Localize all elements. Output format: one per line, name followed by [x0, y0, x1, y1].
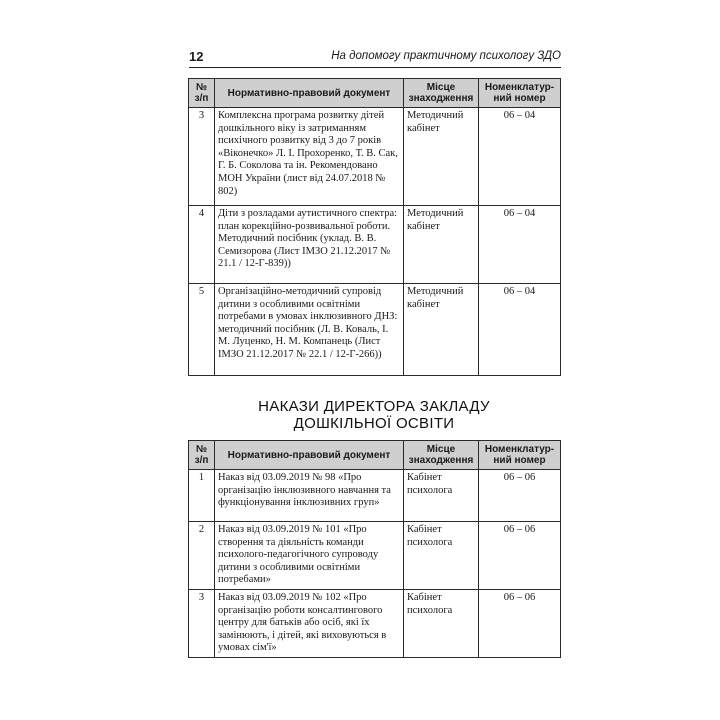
document-location: Кабінет психолога: [404, 470, 479, 522]
table-header-row: [189, 79, 561, 108]
document-title: Комплексна програма розвитку дітей дошкільного віку із затриманням психічного розвитку від 3 до 7 років «Віконечко» Л. І. Прохоренко, Т. В. Сак, Г. Б. Соколова та ін. Рекомендовано МОН України (лист від 24.07.2018 № 802): [215, 108, 404, 206]
nomenclature-number: 06 – 04: [479, 206, 561, 284]
document-location: Методичний кабінет: [404, 108, 479, 206]
running-title: На допомогу практичному психологу ЗДО: [331, 50, 561, 62]
document-location: Методичний кабінет: [404, 206, 479, 284]
nomenclature-number: 06 – 04: [479, 108, 561, 206]
row-number: 4: [189, 206, 215, 284]
table-row: [189, 470, 561, 522]
row-number: 3: [189, 589, 215, 657]
section-heading-line: ДОШКІЛЬНОЇ ОСВІТИ: [293, 415, 455, 432]
row-number: 2: [189, 522, 215, 590]
running-header: [189, 47, 561, 68]
document-title: Діти з розладами аутистичного спектра: план корекційно-розвивальної роботи. Методичний посібник (уклад. В. В. Семизорова (Лист ІМЗО 21.12.2017 № 21.1 / 12-Г-839)): [215, 206, 404, 284]
table-header-row: [189, 441, 561, 470]
nomenclature-number: 06 – 04: [479, 284, 561, 376]
column-header-location: Місце знаходження: [404, 441, 479, 470]
table-row: [189, 108, 561, 206]
row-number: 5: [189, 284, 215, 376]
row-number: 1: [189, 470, 215, 522]
row-number: 3: [189, 108, 215, 206]
table-row: [189, 284, 561, 376]
section-heading-line: НАКАЗИ ДИРЕКТОРА ЗАКЛАДУ: [258, 398, 490, 415]
column-header-document: Нормативно-правовий документ: [215, 441, 404, 470]
table-row: [189, 206, 561, 284]
nomenclature-number: 06 – 06: [479, 522, 561, 590]
document-title: Організаційно-методичний супровід дитини з особливими освітніми потребами в умовах інклюзивного ДНЗ: методичний посібник (Л. В. Коваль, І. М. Луценко, Н. М. Компанець (Лист ІМЗО 21.12.2017 № 22.1 / 12-Г-266)): [215, 284, 404, 376]
column-header-location: Місце знаходження: [404, 79, 479, 108]
director-orders-table: [188, 440, 561, 658]
table-row: [189, 522, 561, 590]
document-title: Наказ від 03.09.2019 № 101 «Про створення та діяльність команди психолого-педагогічного супроводу дитини з особливими освітніми потребами»: [215, 522, 404, 590]
page-number: 12: [189, 49, 204, 64]
table-row: [189, 589, 561, 657]
document-location: Кабінет психолога: [404, 589, 479, 657]
section-heading: [188, 398, 560, 432]
column-header-nomenclature: Номенклатур-ний номер: [479, 441, 561, 470]
document-location: Методичний кабінет: [404, 284, 479, 376]
column-header-document: Нормативно-правовий документ: [215, 79, 404, 108]
nomenclature-number: 06 – 06: [479, 470, 561, 522]
nomenclature-number: 06 – 06: [479, 589, 561, 657]
column-header-num: № з/п: [189, 79, 215, 108]
document-location: Кабінет психолога: [404, 522, 479, 590]
document-title: Наказ від 03.09.2019 № 102 «Про організацію роботи консалтингового центру для батьків або осіб, які їх замінюють, і дітей, які виховуються в умовах сім'ї»: [215, 589, 404, 657]
document-title: Наказ від 03.09.2019 № 98 «Про організацію інклюзивного навчання та функціонування інклюзивних груп»: [215, 470, 404, 522]
column-header-nomenclature: Номенклатур-ний номер: [479, 79, 561, 108]
regulatory-documents-table: [188, 78, 561, 376]
column-header-num: № з/п: [189, 441, 215, 470]
